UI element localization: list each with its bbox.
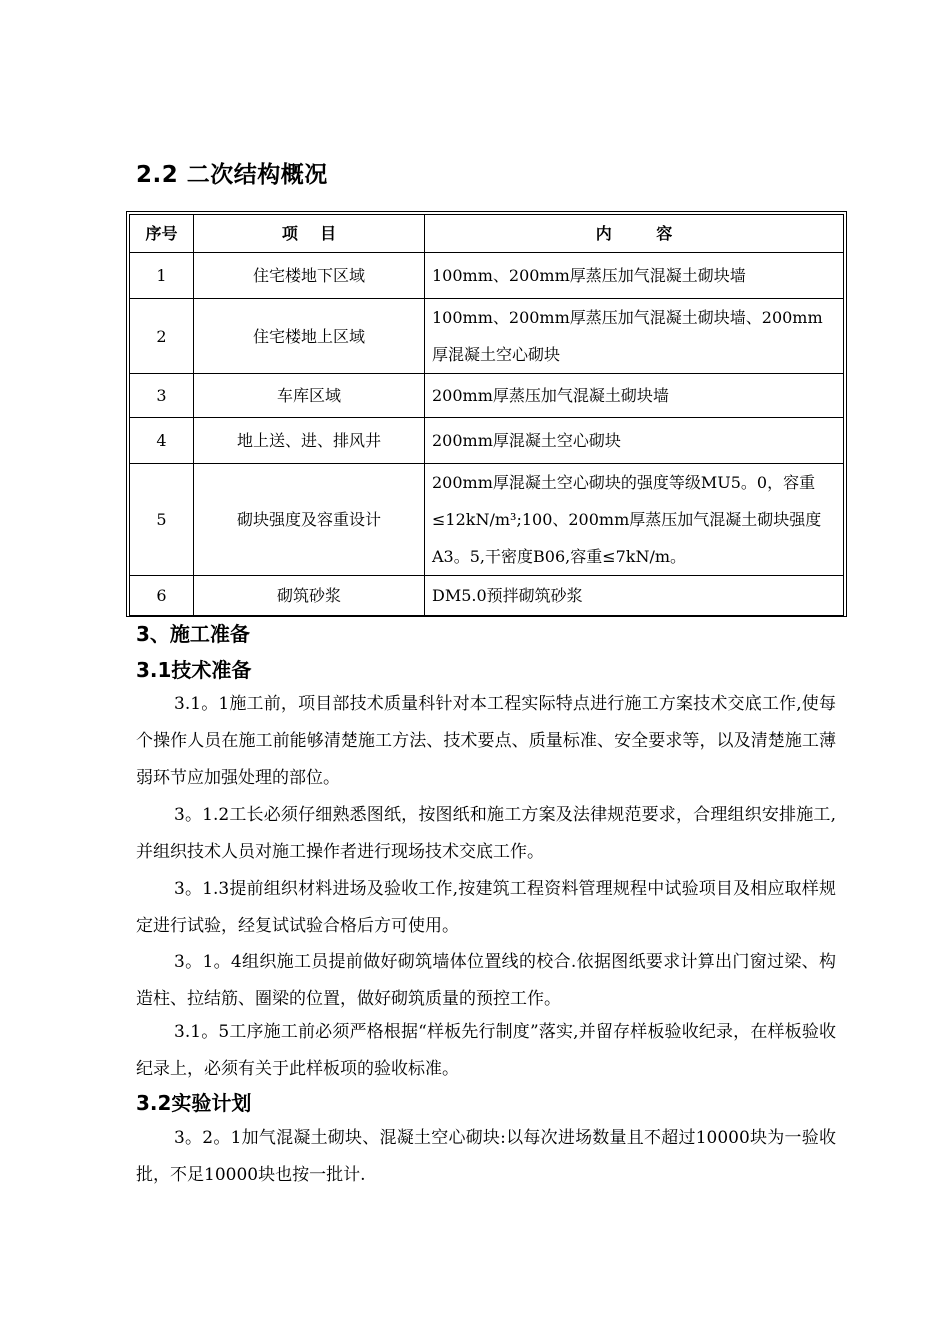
row-item: 地上送、进、排风井 (194, 418, 425, 464)
row-content: 200mm厚混凝土空心砌块 (425, 418, 844, 464)
row-content: DM5.0预拌砌筑砂浆 (425, 576, 844, 616)
table-row (130, 464, 844, 576)
paragraph-3-1-2: 3。1.2工长必须仔细熟悉图纸，按图纸和施工方案及法律规范要求，合理组织安排施工,并组织技术人员对施工操作者进行现场技术交底工作。 (136, 805, 836, 862)
row-no: 1 (130, 253, 194, 299)
header-content: 内 容 (425, 215, 844, 253)
row-content: 200mm厚蒸压加气混凝土砌块墙 (425, 374, 844, 418)
row-item: 住宅楼地下区域 (194, 253, 425, 299)
row-item: 砌筑砂浆 (194, 576, 425, 616)
paragraph-3-2-1: 3。2。1加气混凝土砌块、混凝土空心砌块:以每次进场数量且不超过10000块为一验收批，不足10000块也按一批计. (136, 1128, 836, 1185)
row-no: 4 (130, 418, 194, 464)
row-no: 5 (130, 464, 194, 576)
table-row (130, 299, 844, 374)
paragraph-3-1-1: 3.1。1施工前，项目部技术质量科针对本工程实际特点进行施工方案技术交底工作,使每个操作人员在施工前能够清楚施工方法、技术要点、质量标准、安全要求等，以及清楚施工薄弱环节应加强处理的部位。 (136, 694, 836, 788)
table-row (130, 576, 844, 616)
row-item: 砌块强度及容重设计 (194, 464, 425, 576)
row-no: 6 (130, 576, 194, 616)
row-no: 3 (130, 374, 194, 418)
section-title-2-2: 2.2 二次结构概况 (136, 162, 328, 188)
table-row (130, 253, 844, 299)
table-row (130, 418, 844, 464)
paragraph-3-1-5: 3.1。5工序施工前必须严格根据“样板先行制度”落实,并留存样板验收纪录，在样板验收纪录上，必须有关于此样板项的验收标准。 (136, 1022, 836, 1079)
section-title-3-1: 3.1技术准备 (136, 658, 252, 682)
table-row (130, 374, 844, 418)
row-content: 100mm、200mm厚蒸压加气混凝土砌块墙、200mm厚混凝土空心砌块 (425, 299, 844, 374)
table-header-row (130, 215, 844, 253)
section-title-3: 3、施工准备 (136, 622, 250, 646)
header-no: 序号 (130, 215, 194, 253)
section-title-3-2: 3.2实验计划 (136, 1091, 252, 1115)
paragraph-3-1-4: 3。1。4组织施工员提前做好砌筑墙体位置线的校合.依据图纸要求计算出门窗过梁、构造柱、拉结筋、圈梁的位置，做好砌筑质量的预控工作。 (136, 952, 836, 1009)
header-item: 项 目 (194, 215, 425, 253)
paragraph-3-1-3: 3。1.3提前组织材料进场及验收工作,按建筑工程资料管理规程中试验项目及相应取样规定进行试验，经复试试验合格后方可使用。 (136, 879, 836, 936)
structure-table (126, 211, 847, 617)
row-content: 100mm、200mm厚蒸压加气混凝土砌块墙 (425, 253, 844, 299)
row-no: 2 (130, 299, 194, 374)
structure-table-grid (129, 214, 844, 616)
row-content: 200mm厚混凝土空心砌块的强度等级MU5。0，容重≤12kN/m³;100、200mm厚蒸压加气混凝土砌块强度A3。5,干密度B06,容重≤7kN/m。 (425, 464, 844, 576)
row-item: 车库区域 (194, 374, 425, 418)
row-item: 住宅楼地上区域 (194, 299, 425, 374)
